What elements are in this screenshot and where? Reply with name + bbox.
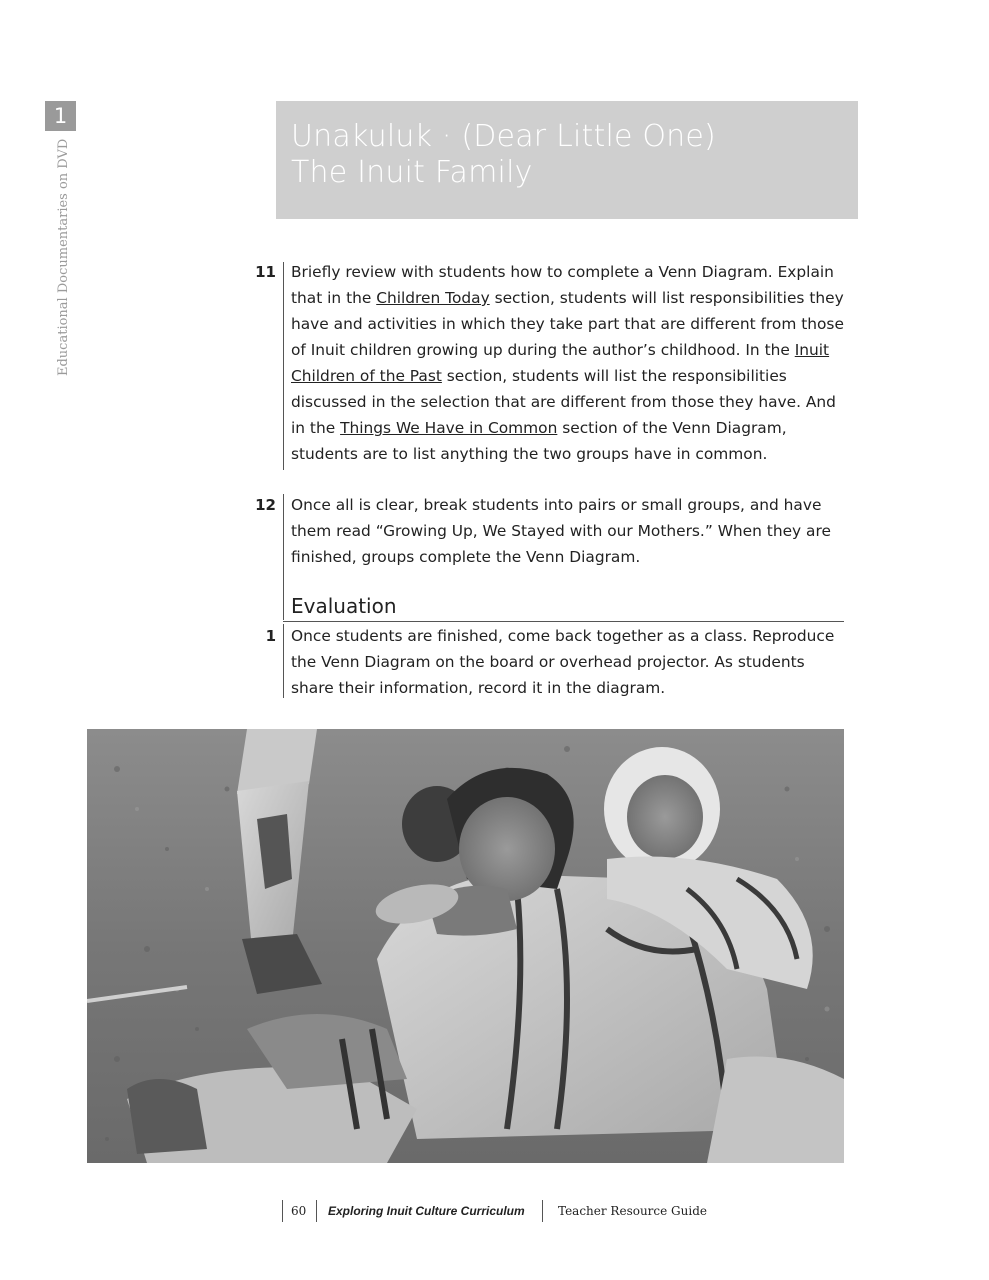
eval-step-rule: [283, 624, 284, 698]
publication-title: Exploring Inuit Culture Curriculum: [328, 1204, 525, 1218]
evaluation-heading: Evaluation: [291, 594, 397, 618]
text-segment: section of the Venn Diagram, students are to list anything the two groups have in common.: [291, 419, 787, 463]
text-segment: section, students will list responsibilities they have and activities in which they take part that are different from those of Inuit children growing up during the author’s childhood. In the: [291, 289, 844, 359]
step-12-rule: [283, 494, 284, 620]
step-12-text: [291, 492, 846, 570]
text-segment: Briefly review with students how to complete a Venn Diagram. Explain that in the: [291, 263, 834, 307]
text-segment: section, students will list the responsibilities discussed in the selection that are different from those they have. And in the: [291, 367, 836, 437]
photo-illustration: [87, 729, 844, 1163]
children-today-term: Children Today: [376, 289, 490, 307]
footer-divider: [316, 1200, 317, 1222]
things-in-common-term: Things We Have in Common: [340, 419, 558, 437]
step-11-rule: [283, 262, 284, 470]
guide-label: Teacher Resource Guide: [558, 1204, 707, 1218]
footer-divider: [282, 1200, 283, 1222]
text-segment: Once students are finished, come back together as a class. Reproduce the Venn Diagram on the board or overhead projector. As students share their information, record it in the diagram.: [291, 627, 835, 697]
inuit-family-photo: [87, 729, 844, 1163]
step-number: 1: [265, 627, 276, 645]
title-banner: [276, 101, 858, 219]
evaluation-heading-rule: [283, 621, 844, 622]
step-11-text: [291, 259, 846, 467]
inuit-children-past-term: Inuit Children of the Past: [291, 341, 830, 385]
page-title: Unakuluk · (Dear Little One): [291, 119, 716, 154]
text-segment: Once all is clear, break students into pairs or small groups, and have them read “Growing Up, We Stayed with our Mothers.” When they are finished, groups complete the Venn Diagram.: [291, 496, 831, 566]
step-number: 12: [255, 496, 276, 514]
section-side-label: Educational Documentaries on DVD: [56, 138, 71, 376]
footer-divider: [542, 1200, 543, 1222]
chapter-number-tab: 1: [45, 101, 76, 131]
page-subtitle: The Inuit Family: [291, 155, 533, 190]
evaluation-step-text: [291, 623, 846, 701]
page-number: 60: [291, 1204, 307, 1218]
step-number: 11: [255, 263, 276, 281]
